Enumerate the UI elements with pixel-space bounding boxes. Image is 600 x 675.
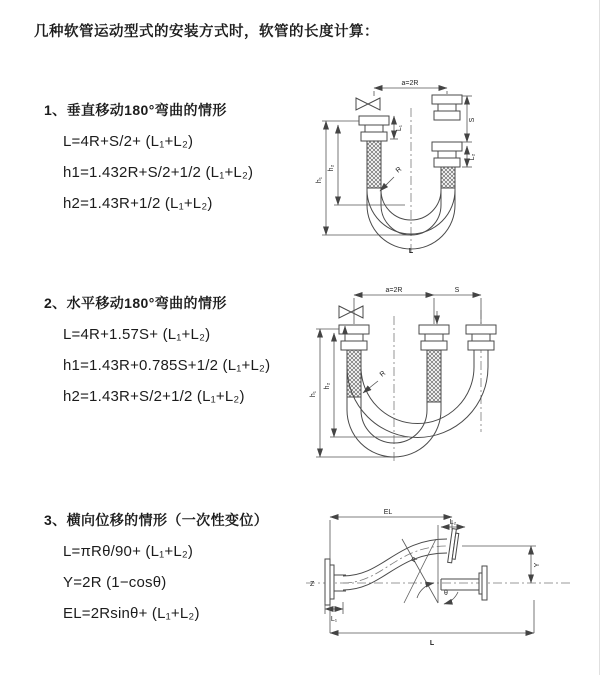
formula-line: L=πRθ/90+ (L₁+L₂) — [63, 543, 194, 560]
l2-dimension — [441, 519, 465, 527]
dim-label-el: EL — [383, 509, 393, 516]
dim-label-s: S — [469, 117, 476, 123]
l2-dimension — [462, 146, 476, 167]
dim-label-r: R — [410, 556, 420, 564]
section-vertical-bend — [44, 100, 314, 224]
formula-line: h2=1.43R+S/2+1/2 (L₁+L₂) — [63, 388, 245, 405]
section-2-formulas — [63, 324, 314, 407]
formula-line: Y=2R (1−cosθ) — [63, 574, 167, 591]
diagram-vertical-bend — [312, 72, 542, 262]
width-dimension — [354, 287, 481, 324]
left-flange — [325, 559, 346, 605]
right-flange-moved — [466, 325, 496, 367]
section-3-formulas — [63, 541, 314, 624]
formula-line: L=4R+1.57S+ (L₁+L₂) — [63, 326, 211, 343]
section-horizontal-bend — [44, 293, 314, 417]
el-dimension — [330, 509, 452, 559]
dim-label-l2: L₂ — [449, 519, 457, 526]
dim-label-theta: θ — [444, 590, 448, 597]
section-lateral-displacement — [44, 510, 314, 634]
valve-icon — [339, 306, 363, 318]
dim-label-a2r: a=2R — [401, 80, 419, 87]
dim-label-l: L — [408, 248, 414, 255]
diagram-lateral-displacement — [298, 503, 583, 648]
page-title: 几种软管运动型式的安装方式时，软管的长度计算： — [34, 24, 379, 40]
dim-label-y: Y — [534, 562, 541, 568]
y-dimension — [462, 546, 541, 583]
dim-label-a2r: a=2R — [385, 287, 403, 294]
angle-construction — [402, 525, 458, 604]
section-1-formulas — [63, 131, 314, 214]
braided-hose-section — [367, 141, 381, 188]
formula-line: h1=1.43R+0.785S+1/2 (L₁+L₂) — [63, 357, 271, 374]
dim-label-h1: h₁ — [310, 390, 317, 398]
braided-hose-section — [347, 350, 361, 397]
hose-u-curves — [347, 367, 488, 457]
l-dimension — [330, 600, 534, 647]
braided-hose-section — [427, 350, 441, 402]
s-dimension — [462, 96, 476, 142]
dim-label-l1: L₁ — [330, 616, 338, 623]
dim-label-l2: L₂ — [469, 153, 476, 161]
radius-callout — [363, 370, 387, 393]
dim-label-l: L — [429, 640, 435, 647]
section-2-heading: 2、水平移动180°弯曲的情形 — [44, 295, 227, 311]
radius-callout — [380, 166, 403, 191]
formula-line: EL=2Rsinθ+ (L₁+L₂) — [63, 605, 200, 622]
formula-line: h1=1.432R+S/2+1/2 (L₁+L₂) — [63, 164, 254, 181]
section-1-heading: 1、垂直移动180°弯曲的情形 — [44, 102, 227, 118]
right-flange-upper — [432, 95, 462, 120]
middle-flange — [419, 325, 449, 402]
dim-label-h2: h₂ — [328, 164, 335, 172]
dim-label-r: R — [378, 369, 388, 379]
dim-label-h1: h₁ — [316, 176, 323, 184]
left-flange — [359, 116, 389, 188]
dim-label-s: S — [454, 287, 460, 294]
valve-icon — [356, 98, 380, 110]
dim-label-r: R — [394, 165, 404, 175]
diagram-horizontal-bend — [308, 282, 563, 467]
section-3-heading: 3、横向位移的情形（一次性变位） — [44, 512, 269, 528]
width-dimension — [374, 80, 447, 96]
formula-line: h2=1.43R+1/2 (L₁+L₂) — [63, 195, 213, 212]
axis-label-z: Z — [310, 581, 315, 588]
dim-label-h2: h₂ — [324, 382, 331, 390]
hose-s-curve — [343, 539, 447, 590]
formula-line: L=4R+S/2+ (L₁+L₂) — [63, 133, 194, 150]
right-flange-lower — [432, 142, 462, 188]
dim-label-l1: L₁ — [396, 124, 403, 132]
raised-flange — [448, 529, 460, 564]
braided-hose-section — [441, 167, 455, 188]
l1-dimension — [390, 116, 403, 139]
